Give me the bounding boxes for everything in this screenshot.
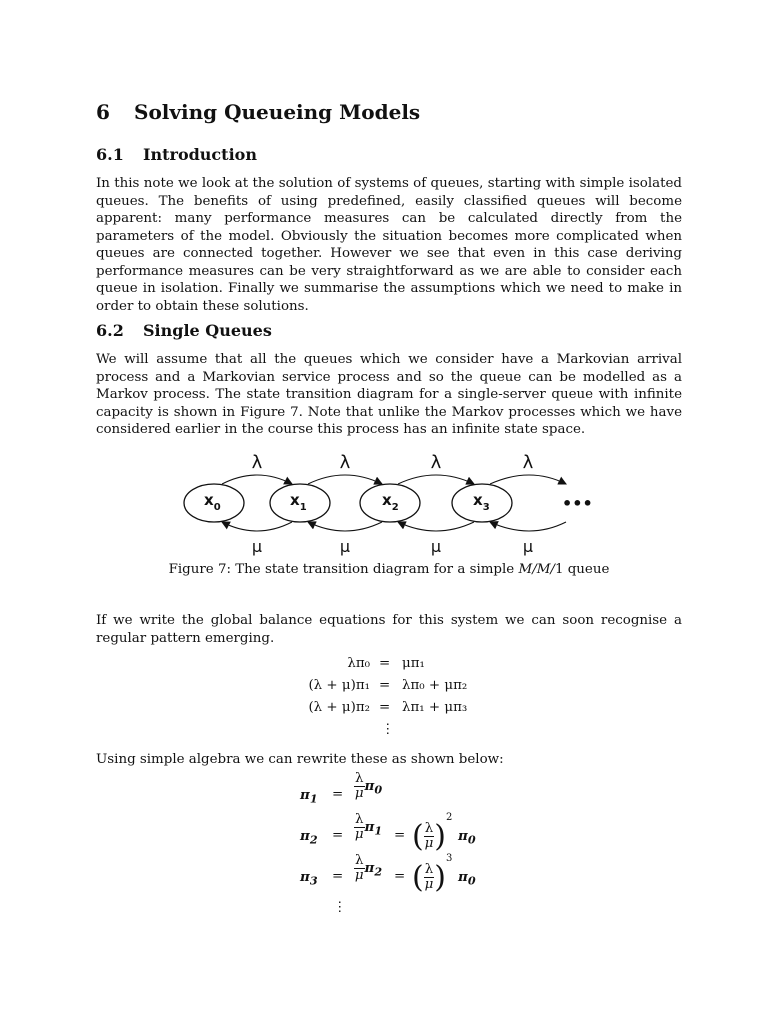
rewrite-eq-3-rel2: = [394, 869, 406, 884]
state-label-x0: $x_0$ [204, 491, 221, 513]
subsection-heading-single-queues [96, 321, 272, 340]
balance-eq-1-lhs: λπ₀ [347, 656, 370, 671]
rewrite-eq-1-rel: = [332, 787, 344, 802]
state-label-x2: $x_2$ [382, 491, 399, 513]
rewrite-eq-2-rel: = [332, 828, 344, 843]
section-heading [96, 100, 420, 124]
balance-eq-3-lhs: (λ + μ)π₂ [308, 700, 370, 715]
rewrite-eq-3-power: ( $\frac{\lambda}{\mu}$ )$^3$ [412, 853, 453, 895]
balance-eq-3-rel: = [379, 700, 391, 715]
rewrite-eq-2-fraction: $\frac{\lambda}{\mu}$ $\pi_1$ [354, 812, 383, 842]
arrival-arc-0-1 [222, 475, 292, 484]
service-arc-2-1 [308, 522, 382, 531]
arrival-arc-3-next [490, 475, 566, 484]
arrival-arc-2-3 [398, 475, 474, 484]
rewrite-eq-2-result: $\pi_0$ [458, 828, 476, 847]
arrival-arc-1-2 [308, 475, 382, 484]
service-arc-3-2 [398, 522, 474, 531]
balance-eq-2-rhs: λπ₀ + μπ₂ [402, 678, 468, 693]
balance-eq-1-rhs: μπ₁ [402, 656, 425, 671]
arrival-rate-label: λ [430, 452, 442, 473]
rewrite-eq-2-power: ( $\frac{\lambda}{\mu}$ )$^2$ [412, 812, 453, 854]
vertical-ellipsis: ⋮ [333, 900, 347, 915]
paragraph-intro: In this note we look at the solution of systems of queues, starting with simple isolated queues. The benefits of using predefined, easily classified queues will become apparent: many performance measures can be calculated directly from the parameters of the model. Obviously the situation becomes more complicated when queues are connected together. However we see that even in this case deriving performance measures can be very straightforward as we are able to consider each queue in isolation. Finally we summarise the assumptions which we need to make in order to obtain these solutions. [96, 176, 682, 314]
balance-eq-3-rhs: λπ₁ + μπ₃ [402, 700, 468, 715]
balance-eq-2-rel: = [379, 678, 391, 693]
service-arc-1-0 [222, 522, 292, 531]
balance-eq-2-lhs: (λ + μ)π₁ [308, 678, 370, 693]
service-arc-next-3 [490, 522, 566, 531]
rewrite-eq-3-fraction: $\frac{\lambda}{\mu}$ $\pi_2$ [354, 853, 383, 883]
paragraph-balance: If we write the global balance equations for this system we can soon recognise a regular pattern emerging. [96, 613, 682, 646]
subsection-title: Introduction [143, 145, 257, 164]
balance-eq-1-rel: = [379, 656, 391, 671]
state-nodes [184, 484, 512, 522]
figure-caption: Figure 7: The state transition diagram for a simple M/M/1 queue [168, 562, 610, 577]
paragraph-single-queues: We will assume that all the queues which we consider have a Markovian arrival process and a Markovian service process and so the queue can be modelled as a Markov process. The state transition diagram for a single-server queue with infinite capacity is shown in Figure 7. Note that unlike the Markov processes which we have considered earlier in the course this process has an infinite state space. [96, 352, 682, 437]
vertical-ellipsis: ⋮ [381, 722, 395, 737]
subsection-number: 6.2 [96, 321, 124, 340]
rewrite-eq-2-rel2: = [394, 828, 406, 843]
arrival-rate-label: λ [251, 452, 263, 473]
subsection-title: Single Queues [143, 321, 272, 340]
service-rate-label: μ [430, 537, 442, 556]
subsection-heading-introduction [96, 145, 257, 164]
service-rate-label: μ [522, 537, 534, 556]
state-label-x3: $x_3$ [473, 491, 490, 513]
subsection-number: 6.1 [96, 145, 124, 164]
section-number: 6 [96, 100, 110, 124]
rewrite-eq-1-fraction: $\frac{\lambda}{\mu}$ $\pi_0$ [354, 771, 383, 801]
paragraph-algebra: Using simple algebra we can rewrite these as shown below: [96, 752, 504, 767]
rewrite-eq-1-lhs: $\pi_1$ [300, 787, 318, 806]
service-rate-label: μ [339, 537, 351, 556]
rewrite-eq-3-rel: = [332, 869, 344, 884]
section-title: Solving Queueing Models [134, 100, 421, 124]
arrival-rate-label: λ [522, 452, 534, 473]
rewrite-eq-3-result: $\pi_0$ [458, 869, 476, 888]
state-label-x1: $x_1$ [290, 491, 307, 513]
state-transition-diagram [170, 448, 610, 558]
rewrite-eq-2-lhs: $\pi_2$ [300, 828, 318, 847]
ellipsis-more-states: ••• [562, 494, 593, 513]
rewrite-eq-3-lhs: $\pi_3$ [300, 869, 318, 888]
service-rate-label: μ [251, 537, 263, 556]
arrival-rate-label: λ [339, 452, 351, 473]
